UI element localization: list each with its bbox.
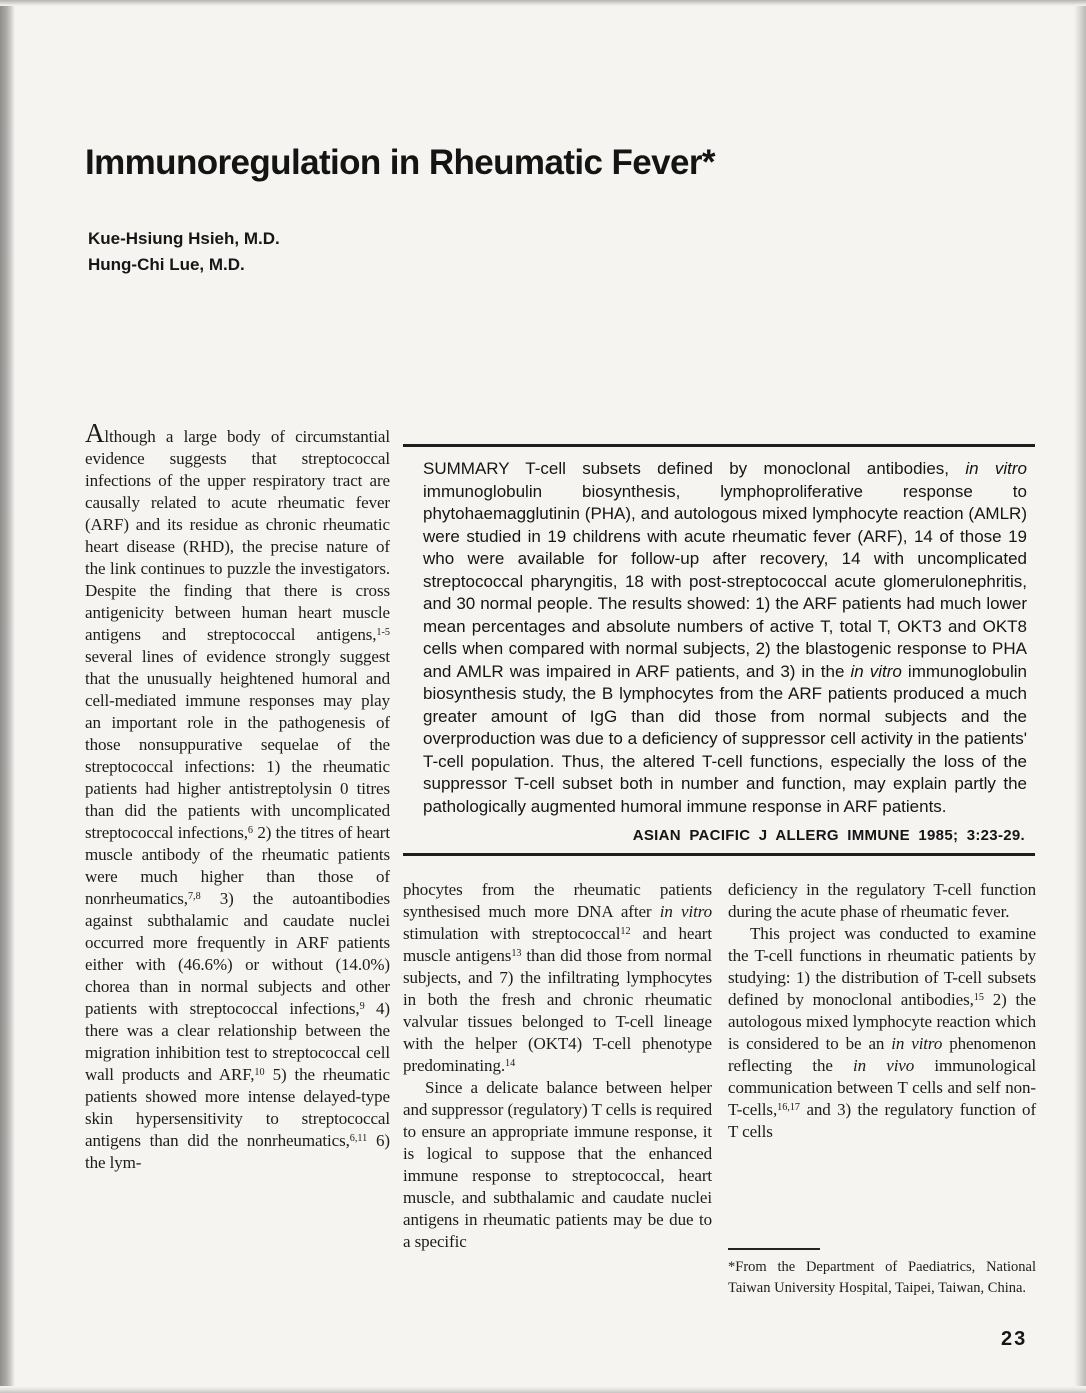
- scan-edge-right: [1074, 0, 1086, 1393]
- scan-edge-left: [0, 0, 15, 1393]
- author-name: Kue-Hsiung Hsieh, M.D.: [88, 229, 280, 248]
- body-paragraph: Since a delicate balance between helper and suppressor (regulatory) T cells is required to ensure an appropriate immune response, it is logical to suppose that the enhanced immune response to streptococcal, heart muscle, and subthalamic and caudate nuclei antigens in rheumatic patients may be due to a specific: [403, 1078, 712, 1251]
- page-number: 23: [1001, 1328, 1028, 1350]
- journal-citation: ASIAN PACIFIC J ALLERG IMMUNE 1985; 3:23-29.: [632, 827, 1025, 844]
- scan-edge-bottom: [0, 1386, 1086, 1393]
- summary-panel: [403, 444, 1035, 856]
- page-title: Immunoregulation in Rheumatic Fever*: [85, 143, 715, 182]
- body-paragraph: deficiency in the regulatory T-cell function during the acute phase of rheumatic fever.: [728, 880, 1036, 921]
- body-paragraph: This project was conducted to examine the T-cell functions in rheumatic patients by studying: 1) the distribution of T-cell subsets defined by monoclonal antibodies,$^{15}$ 2) the autologous mixed lymphocyte reaction which is considered to be an in vitro phenomenon reflecting the in vivo immunological communication between T cells and self non-T-cells,$^{16,17}$ and 3) the regulatory function of T cells: [728, 924, 1037, 1141]
- right-column: [728, 879, 1036, 1143]
- scan-edge-top: [0, 0, 1086, 6]
- footnote-divider: [728, 1248, 820, 1250]
- footnote-block: [728, 1248, 1036, 1299]
- intro-column: [85, 418, 391, 1174]
- summary-paragraph: SUMMARY T-cell subsets defined by monoclonal antibodies, in vitro immunoglobulin biosynthesis, lymphoproliferative response to phytohaemagglutinin (PHA), and autologous mixed lymphocyte reaction (AMLR) were studied in 19 childrens with acute rheumatic fever (ARF), 14 of those 19 who were available for follow-up after recovery, 14 with uncomplicated streptococcal pharyngitis, 18 with post-streptococcal acute glomerulonephritis, and 30 normal people. The results showed: 1) the ARF patients had much lower mean percentages and absolute numbers of active T, total T, OKT3 and OKT8 cells when compared with normal subjects, 2) the blastogenic response to PHA and AMLR was impaired in ARF patients, and 3) in the in vitro immunoglobulin biosynthesis study, the B lymphocytes from the ARF patients produced a much greater amount of IgG than did those from normal subjects and the overproduction was due to a deficiency of suppressor cell activity in the patients' T-cell population. Thus, the altered T-cell functions, especially the loss of the suppressor T-cell subset both in number and function, may explain partly the pathologically augmented humoral immune response in ARF patients.: [423, 459, 1028, 816]
- intro-paragraph: Although a large body of circumstantial evidence suggests that streptococcal infections of the upper respiratory tract are causally related to acute rheumatic fever (ARF) and its residue as chronic rheumatic heart disease (RHD), the precise nature of the link continues to puzzle the investigators. Despite the finding that there is cross antigenicity between human heart muscle antigens and streptococcal antigens,$^{1-5}$ several lines of evidence strongly suggest that the unusually heightened humoral and cell-mediated immune responses may play an important role in the pathogenesis of those nonsuppurative sequelae of the streptococcal infections: 1) the rheumatic patients had higher antistreptolysin 0 titres than did the patients with uncomplicated streptococcal infections,$^6$ 2) the titres of heart muscle antibody of the rheumatic patients were much higher than those of nonrheumatics,$^{7,8}$ 3) the autoantibodies against subthalamic and caudate nuclei occurred more frequently in ARF patients either with (46.6%) or without (14.0%) chorea than in normal subjects and other patients with streptococcal infections,$^9$ 4) there was a clear relationship between the migration inhibition test to streptococcal cell wall products and ARF,$^{10}$ 5) the rheumatic patients showed more intense delayed-type skin hypersensitivity to streptococcal antigens than did the nonrheumatics,$^{6,11}$ 6) the lym-: [85, 418, 391, 1172]
- body-paragraph: phocytes from the rheumatic patients synthesised much more DNA after in vitro stimulation with streptococcal$^{12}$ and heart muscle antigens$^{13}$ than did those from normal subjects, and 7) the infiltrating lymphocytes in both the fresh and chronic rheumatic valvular tissues belonged to T-cell lineage with the helper (OKT4) T-cell phenotype predominating.$^{14}$: [403, 880, 712, 1075]
- author-name: Hung-Chi Lue, M.D.: [88, 255, 245, 274]
- author-block: [88, 226, 280, 278]
- footnote-text: *From the Department of Paediatrics, National Taiwan University Hospital, Taipei, Taiwan, China.: [728, 1259, 1036, 1296]
- middle-column: [403, 879, 712, 1253]
